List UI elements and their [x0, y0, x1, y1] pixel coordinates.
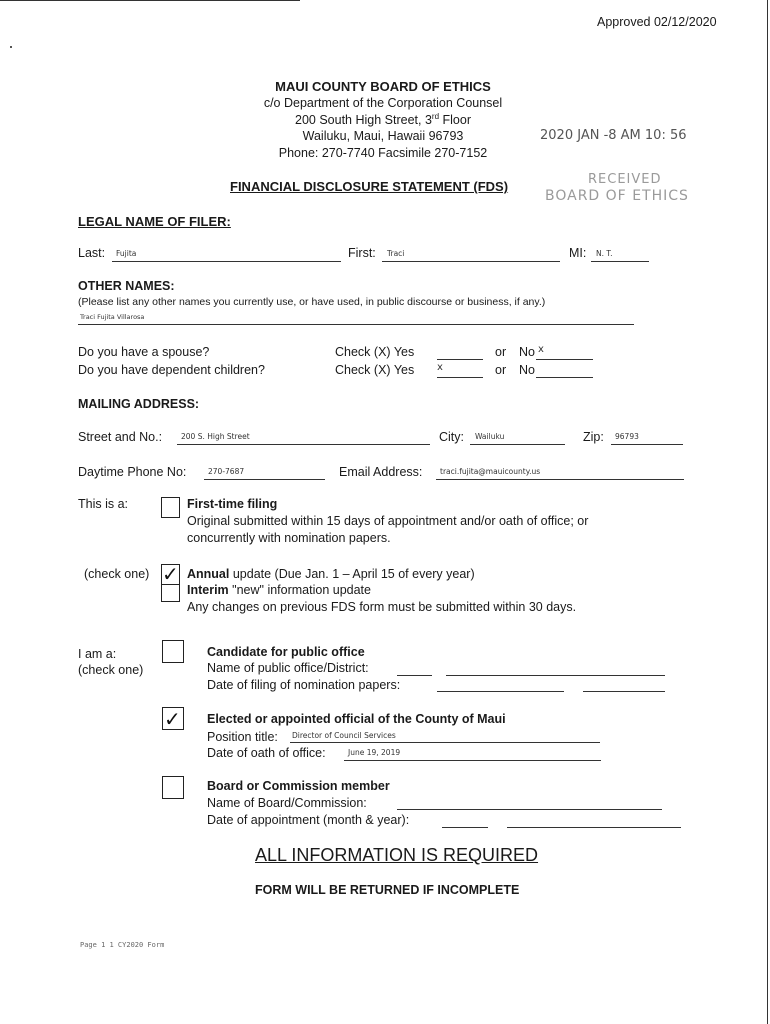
candidate-office-line-b — [446, 675, 665, 676]
children-check-label: Check (X) Yes — [335, 363, 415, 377]
last-line — [112, 261, 341, 262]
spouse-no-label: No — [519, 345, 535, 359]
first-time-checkbox[interactable] — [161, 497, 180, 518]
annual-option: Annual update (Due Jan. 1 – April 15 of every year) — [187, 567, 475, 581]
header-line3: Wailuku, Maui, Hawaii 96793 — [302, 129, 464, 143]
all-info-required: ALL INFORMATION IS REQUIRED — [255, 845, 539, 865]
received-date-stamp: 2020 JAN -8 AM 10: 56 — [540, 128, 687, 143]
children-yes-line — [437, 377, 483, 378]
street-label: Street and No.: — [78, 430, 163, 444]
board-checkbox[interactable] — [162, 776, 184, 799]
other-names-instruction: (Please list any other names you currently use, or have used, in public discourse or business, if any.) — [78, 296, 546, 308]
interim-desc: Any changes on previous FDS form must be submitted within 30 days. — [187, 600, 577, 614]
header-line2: 200 South High Street, 3rd Floor — [295, 112, 471, 128]
board-name-line — [397, 809, 662, 810]
oath-label: Date of oath of office: — [207, 746, 326, 760]
city-label: City: — [439, 430, 464, 444]
children-no-label: No — [519, 363, 535, 377]
spouse-check-label: Check (X) Yes — [335, 345, 415, 359]
board-date-label: Date of appointment (month & year): — [207, 813, 410, 827]
spouse-yes-line — [437, 359, 483, 360]
phone-value[interactable]: 270-7687 — [208, 467, 245, 476]
header-line1: c/o Department of the Corporation Counsel — [263, 96, 503, 110]
top-border — [0, 0, 300, 1]
board-name-label: Name of Board/Commission: — [207, 796, 367, 810]
candidate-date-label: Date of filing of nomination papers: — [207, 678, 401, 692]
mi-line — [591, 261, 649, 262]
position-value[interactable]: Director of Council Services — [292, 731, 396, 740]
children-or: or — [495, 363, 507, 377]
first-value[interactable]: Traci — [387, 249, 405, 258]
received-stamp: RECEIVED — [588, 172, 662, 187]
board-title: Board or Commission member — [207, 779, 390, 793]
board-date-line-b — [507, 827, 681, 828]
official-checkmark: ✓ — [164, 707, 181, 731]
candidate-date-line-b — [583, 691, 665, 692]
zip-value[interactable]: 96793 — [615, 432, 639, 441]
role-label: I am a: — [78, 647, 117, 661]
children-no-line — [536, 377, 593, 378]
city-value[interactable]: Wailuku — [475, 432, 505, 441]
spouse-no-line — [536, 359, 593, 360]
oath-line — [344, 760, 601, 761]
children-yes-mark[interactable]: x — [437, 362, 443, 373]
other-names-value[interactable]: Traci Fujita Villarosa — [80, 313, 145, 321]
approved-date: Approved 02/12/2020 — [597, 15, 717, 29]
page-footer: Page 1 1 CY2020 Form — [80, 941, 165, 949]
oath-value[interactable]: June 19, 2019 — [348, 748, 401, 757]
spouse-question: Do you have a spouse? — [78, 345, 210, 359]
legal-name-heading: LEGAL NAME OF FILER: — [78, 214, 231, 229]
candidate-checkbox[interactable] — [162, 640, 184, 663]
first-line — [382, 261, 560, 262]
last-label: Last: — [78, 246, 106, 260]
annual-checkmark: ✓ — [162, 562, 179, 586]
interim-option: Interim "new" information update — [187, 583, 371, 597]
candidate-title: Candidate for public office — [207, 645, 365, 659]
zip-line — [611, 444, 683, 445]
spouse-no-mark[interactable]: x — [538, 344, 544, 355]
spouse-or: or — [495, 345, 507, 359]
city-line — [470, 444, 565, 445]
position-line — [290, 742, 600, 743]
right-border — [767, 0, 768, 1024]
mailing-heading: MAILING ADDRESS: — [78, 397, 200, 411]
first-label: First: — [348, 246, 376, 260]
email-value[interactable]: traci.fujita@mauicounty.us — [440, 467, 541, 476]
filing-type-label: This is a: — [78, 497, 129, 511]
first-time-desc1: Original submitted within 15 days of appointment and/or oath of office; or — [187, 514, 589, 528]
candidate-date-line-a — [437, 691, 564, 692]
candidate-office-line-a — [397, 675, 432, 676]
candidate-office-label: Name of public office/District: — [207, 661, 369, 675]
position-label: Position title: — [207, 730, 278, 744]
street-value[interactable]: 200 S. High Street — [181, 432, 250, 441]
org-name: MAUI COUNTY BOARD OF ETHICS — [275, 79, 491, 94]
official-title: Elected or appointed official of the County of Maui — [207, 712, 506, 726]
role-check-one: (check one) — [78, 663, 144, 677]
children-question: Do you have dependent children? — [78, 363, 265, 377]
last-value[interactable]: Fujita — [116, 249, 137, 258]
phone-label: Daytime Phone No: — [78, 465, 187, 479]
scan-speck — [10, 46, 12, 48]
form-title: FINANCIAL DISCLOSURE STATEMENT (FDS) — [230, 179, 509, 194]
board-stamp: BOARD OF ETHICS — [545, 188, 689, 204]
other-names-line — [78, 324, 634, 325]
first-time-desc2: concurrently with nomination papers. — [187, 531, 391, 545]
mi-value[interactable]: N. T. — [596, 249, 613, 258]
street-line — [177, 444, 430, 445]
form-returned-notice: FORM WILL BE RETURNED IF INCOMPLETE — [255, 883, 520, 897]
first-time-title: First-time filing — [187, 497, 278, 511]
board-date-line-a — [442, 827, 488, 828]
interim-checkbox[interactable] — [161, 584, 180, 602]
zip-label: Zip: — [583, 430, 604, 444]
email-line — [436, 479, 684, 480]
other-names-heading: OTHER NAMES: — [78, 279, 175, 293]
email-label: Email Address: — [339, 465, 423, 479]
phone-line — [204, 479, 325, 480]
mi-label: MI: — [569, 246, 587, 260]
filing-check-one: (check one) — [84, 567, 150, 581]
header-line4: Phone: 270-7740 Facsimile 270-7152 — [278, 146, 488, 160]
